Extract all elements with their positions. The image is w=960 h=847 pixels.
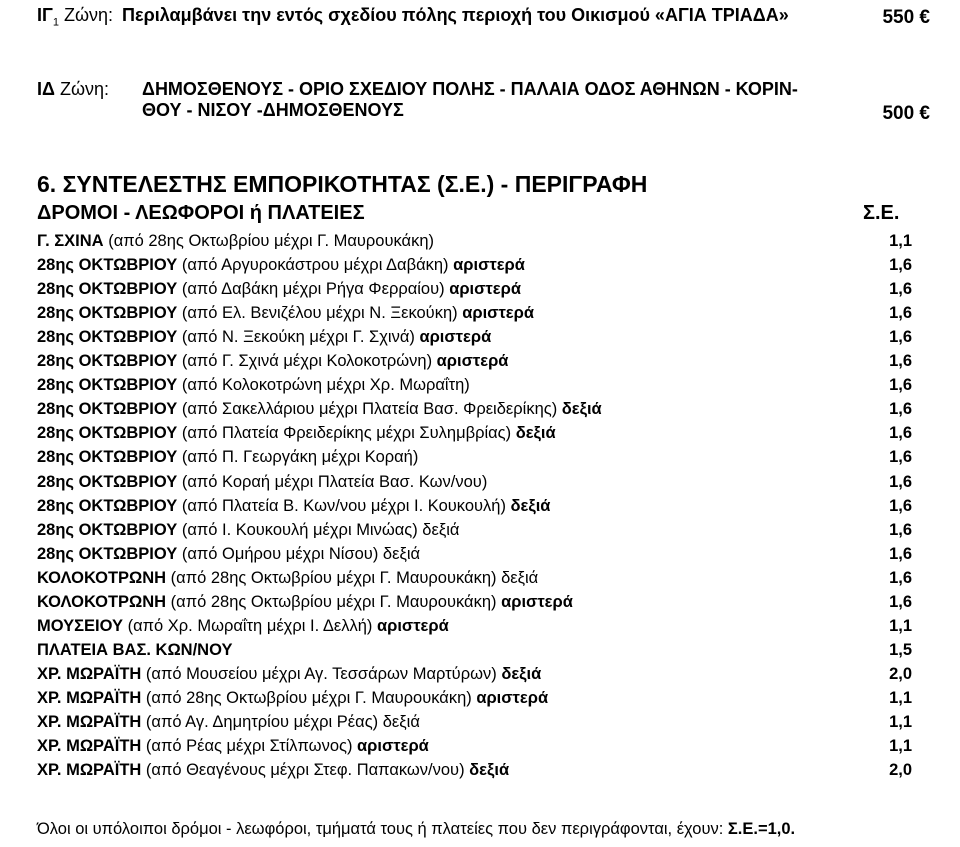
street-segment: (από Θεαγένους μέχρι Στεφ. Παπακων/νου) [141, 761, 470, 779]
section-subtitle: ΔΡΟΜΟΙ - ΛΕΩΦΟΡΟΙ ή ΠΛΑΤΕΙΕΣ [37, 202, 365, 224]
street-name: ΜΟΥΣΕΙΟΥ [37, 617, 123, 635]
street-name: 28ης ΟΚΤΩΒΡΙΟΥ [37, 256, 178, 274]
table-row [37, 497, 550, 516]
se-value: 1,6 [889, 593, 912, 611]
street-segment: (από Δαβάκη μέχρι Ρήγα Φερραίου) [177, 280, 450, 298]
se-value: 1,6 [889, 328, 912, 346]
zone-code-subscript: 1 [52, 16, 59, 29]
street-name: 28ης ΟΚΤΩΒΡΙΟΥ [37, 304, 178, 322]
footer-note [37, 820, 795, 839]
street-name: ΠΛΑΤΕΙΑ ΒΑΣ. ΚΩΝ/ΝΟΥ [37, 641, 233, 659]
zone-description: Περιλαμβάνει την εντός σχεδίου πόλης περιοχή του Οικισμού «ΑΓΙΑ ΤΡΙΑΔΑ» [122, 5, 789, 25]
street-side: δεξιά [469, 761, 510, 779]
se-value: 2,0 [889, 665, 912, 683]
street-name: 28ης ΟΚΤΩΒΡΙΟΥ [37, 280, 178, 298]
street-segment: (από 28ης Οκτωβρίου μέχρι Γ. Μαυρουκάκη) δεξιά [166, 569, 539, 587]
table-row [37, 473, 487, 492]
se-value: 1,6 [889, 304, 912, 322]
zone-ig-price: 550 € [882, 7, 930, 28]
street-side: αριστερά [476, 689, 549, 707]
street-name: ΧΡ. ΜΩΡΑΪΤΗ [37, 761, 142, 779]
street-segment: (από 28ης Οκτωβρίου μέχρι Γ. Μαυρουκάκη) [166, 593, 502, 611]
street-name: ΧΡ. ΜΩΡΑΪΤΗ [37, 737, 142, 755]
street-side: δεξιά [501, 665, 542, 683]
street-segment: (από Χρ. Μωραΐτη μέχρι Ι. Δελλή) [123, 617, 377, 635]
table-row [37, 521, 459, 540]
zone-word: Ζώνη: [54, 79, 110, 99]
se-value: 1,6 [889, 256, 912, 274]
street-segment: (από Ν. Ξεκούκη μέχρι Γ. Σχινά) [177, 328, 420, 346]
footer-text: Όλοι οι υπόλοιποι δρόμοι - λεωφόροι, τμήματά τους ή πλατείες που δεν περιγράφονται, έχουν: [37, 820, 728, 838]
se-value: 1,1 [889, 713, 912, 731]
zone-id-label [37, 79, 109, 100]
table-row [37, 232, 434, 251]
street-side: αριστερά [501, 593, 573, 611]
table-row [37, 448, 418, 467]
zone-ig-label [37, 5, 789, 29]
street-side: δεξιά [515, 424, 556, 442]
street-side: αριστερά [453, 256, 525, 274]
street-name: Γ. ΣΧΙΝΑ [37, 232, 104, 250]
zone-id-price: 500 € [882, 103, 930, 124]
street-name: 28ης ΟΚΤΩΒΡΙΟΥ [37, 352, 178, 370]
street-name: ΧΡ. ΜΩΡΑΪΤΗ [37, 689, 142, 707]
street-segment: (από 28ης Οκτωβρίου μέχρι Γ. Μαυρουκάκη) [103, 232, 435, 250]
street-name: 28ης ΟΚΤΩΒΡΙΟΥ [37, 497, 178, 515]
table-row [37, 617, 449, 636]
zone-id-description-line2: ΘΟΥ - ΝΙΣΟΥ -ΔΗΜΟΣΘΕΝΟΥΣ [142, 100, 404, 120]
table-row [37, 761, 509, 780]
zone-code: ΙΓ [37, 5, 53, 25]
street-name: 28ης ΟΚΤΩΒΡΙΟΥ [37, 473, 178, 491]
table-row [37, 424, 556, 443]
street-name: 28ης ΟΚΤΩΒΡΙΟΥ [37, 328, 178, 346]
street-segment: (από Πλατεία Φρειδερίκης μέχρι Συλημβρίας) [177, 424, 516, 442]
column-header-se: Σ.Ε. [863, 202, 900, 224]
zone-id-description-line1: ΔΗΜΟΣΘΕΝΟΥΣ - ΟΡΙΟ ΣΧΕΔΙΟΥ ΠΟΛΗΣ - ΠΑΛΑΙΑ ΟΔΟΣ ΑΘΗΝΩΝ - ΚΟΡΙΝ- [142, 79, 798, 99]
street-segment: (από Αργυροκάστρου μέχρι Δαβάκη) [177, 256, 454, 274]
table-row [37, 376, 470, 395]
street-side: αριστερά [449, 280, 521, 298]
se-value: 1,1 [889, 617, 912, 635]
zone-code: ΙΔ [37, 79, 55, 99]
street-name: 28ης ΟΚΤΩΒΡΙΟΥ [37, 424, 178, 442]
se-value: 1,6 [889, 473, 912, 491]
street-name: ΚΟΛΟΚΟΤΡΩΝΗ [37, 569, 167, 587]
table-row [37, 737, 429, 756]
street-segment: (από 28ης Οκτωβρίου μέχρι Γ. Μαυρουκάκη) [141, 689, 477, 707]
table-row [37, 713, 420, 732]
street-side: αριστερά [357, 737, 429, 755]
street-segment: (από Πλατεία Β. Κων/νου μέχρι Ι. Κουκουλή) [177, 497, 511, 515]
table-row [37, 328, 491, 347]
street-name: 28ης ΟΚΤΩΒΡΙΟΥ [37, 448, 178, 466]
street-side: δεξιά [561, 400, 602, 418]
se-value: 1,1 [889, 689, 912, 707]
street-side: δεξιά [510, 497, 551, 515]
street-segment: (από Σακελλάριου μέχρι Πλατεία Βασ. Φρειδερίκης) [177, 400, 562, 418]
se-value: 1,6 [889, 400, 912, 418]
street-side: αριστερά [376, 617, 449, 635]
table-row [37, 256, 525, 275]
street-segment: (από Μουσείου μέχρι Αγ. Τεσσάρων Μαρτύρων) [141, 665, 502, 683]
section-title: 6. ΣΥΝΤΕΛΕΣΤΗΣ ΕΜΠΟΡΙΚΟΤΗΤΑΣ (Σ.Ε.) - ΠΕΡΙΓΡΑΦΗ [37, 171, 648, 197]
table-row [37, 593, 573, 612]
se-value: 1,6 [889, 545, 912, 563]
se-value: 1,6 [889, 280, 912, 298]
street-segment: (από Π. Γεωργάκη μέχρι Κοραή) [177, 448, 419, 466]
street-side: αριστερά [436, 352, 509, 370]
street-segment: (από Ρέας μέχρι Στίλπωνος) [141, 737, 358, 755]
street-name: 28ης ΟΚΤΩΒΡΙΟΥ [37, 376, 178, 394]
street-side: αριστερά [419, 328, 492, 346]
street-segment: (από Κοραή μέχρι Πλατεία Βασ. Κων/νου) [177, 473, 488, 491]
table-row [37, 280, 521, 299]
se-value: 1,6 [889, 376, 912, 394]
footer-value: Σ.Ε.=1,0. [727, 820, 796, 838]
se-value: 1,5 [889, 641, 912, 659]
street-segment: (από Κολοκοτρώνη μέχρι Χρ. Μωραΐτη) [177, 376, 470, 394]
se-value: 1,6 [889, 448, 912, 466]
street-segment: (από Αγ. Δημητρίου μέχρι Ρέας) δεξιά [141, 713, 420, 731]
zone-word: Ζώνη: [58, 5, 114, 25]
table-row [37, 545, 420, 564]
table-row [37, 304, 534, 323]
se-value: 1,6 [889, 569, 912, 587]
street-name: ΚΟΛΟΚΟΤΡΩΝΗ [37, 593, 167, 611]
street-name: 28ης ΟΚΤΩΒΡΙΟΥ [37, 400, 178, 418]
street-name: ΧΡ. ΜΩΡΑΪΤΗ [37, 713, 142, 731]
street-segment: (από Ι. Κουκουλή μέχρι Μινώας) δεξιά [177, 521, 460, 539]
se-value: 1,6 [889, 352, 912, 370]
street-name: 28ης ΟΚΤΩΒΡΙΟΥ [37, 545, 178, 563]
se-value: 1,6 [889, 424, 912, 442]
street-segment: (από Γ. Σχινά μέχρι Κολοκοτρώνη) [177, 352, 437, 370]
se-value: 1,6 [889, 497, 912, 515]
table-row [37, 352, 508, 371]
street-side: αριστερά [462, 304, 534, 322]
se-value: 2,0 [889, 761, 912, 779]
se-value: 1,1 [889, 737, 912, 755]
street-segment: (από Ελ. Βενιζέλου μέχρι Ν. Ξεκούκη) [177, 304, 463, 322]
table-row [37, 689, 548, 708]
table-row [37, 569, 538, 588]
street-name: 28ης ΟΚΤΩΒΡΙΟΥ [37, 521, 178, 539]
table-row [37, 665, 541, 684]
table-row [37, 400, 602, 419]
se-value: 1,1 [889, 232, 912, 250]
se-value: 1,6 [889, 521, 912, 539]
street-segment: (από Ομήρου μέχρι Νίσου) δεξιά [177, 545, 421, 563]
street-name: ΧΡ. ΜΩΡΑΪΤΗ [37, 665, 142, 683]
table-row [37, 641, 232, 660]
